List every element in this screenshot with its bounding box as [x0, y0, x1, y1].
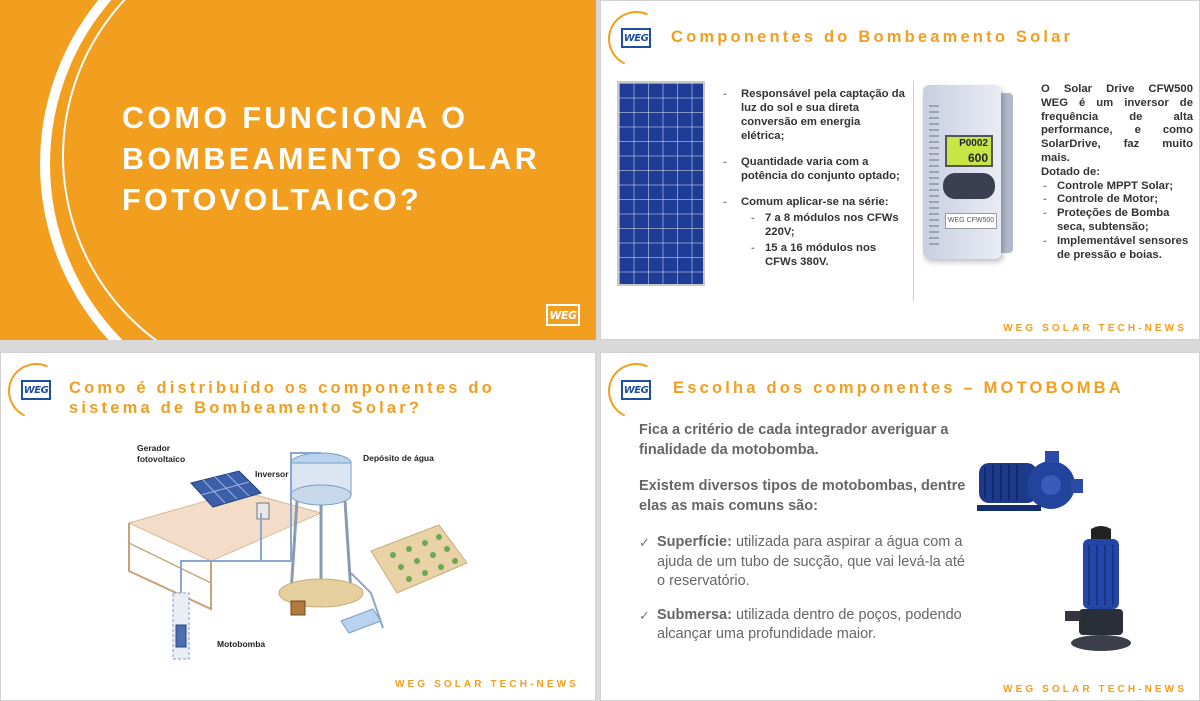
- motobomba-slide: [600, 352, 1200, 701]
- inverter-image: [923, 85, 1001, 259]
- weg-logo: WEG: [21, 380, 51, 400]
- motobomba-icon: [176, 625, 186, 647]
- cover-slide: [0, 0, 596, 340]
- label-motobomba: Motobomba: [217, 639, 266, 649]
- inverter-display-value: 600: [967, 151, 988, 165]
- slide-footer: WEG SOLAR TECH-NEWS: [1003, 684, 1187, 695]
- submersa-item: [639, 606, 969, 645]
- slide-title: Escolha dos componentes – MOTOBOMBA: [673, 379, 1124, 397]
- label-inversor: Inversor: [255, 469, 289, 479]
- inverter-display: [945, 135, 993, 167]
- cfw-line: O Solar Drive CFW500: [1041, 83, 1193, 95]
- inverter-box: [257, 503, 269, 519]
- inverter-brand: WEG: [947, 217, 965, 224]
- panel-sub-bullet: - 7 a 8 módulos nos CFWs 220V;: [741, 211, 905, 239]
- label-gerador: [137, 443, 185, 465]
- panel-bullet: - Quantidade varia com a potência do conjunto optado;: [723, 155, 905, 183]
- slide-title-line-1: Como é distribuído os componentes do: [69, 379, 495, 397]
- surface-pump-image: [973, 445, 1085, 521]
- submersa-text: utilizada dentro de poços, podendo alcançar uma profundidade maior.: [657, 606, 962, 642]
- superficie-text: utilizada para aspirar a água com a ajuda de um tubo de sucção, que vai levá-la até o reservatório.: [657, 534, 965, 589]
- slide-footer: WEG SOLAR TECH-NEWS: [1003, 323, 1187, 334]
- system-diagram-illustration: [121, 443, 471, 663]
- panel-bullet: [723, 195, 905, 269]
- cfw-line: performance, e como: [1041, 124, 1193, 137]
- panel-bullets: [723, 87, 905, 269]
- superficie-label: Superfície:: [657, 534, 732, 550]
- inverter-keypad: [943, 173, 995, 199]
- cover-title-line-1: COMO FUNCIONA O: [122, 101, 469, 135]
- cfw-line: WEG é um inversor de: [1041, 96, 1193, 109]
- cfw500-description: [1041, 83, 1193, 262]
- submersa-label: Submersa:: [657, 606, 732, 623]
- trough: [341, 609, 381, 633]
- label-deposito: Depósito de água: [363, 453, 434, 463]
- inverter-display-top: P0002: [959, 138, 988, 149]
- slide-title: Componentes do Bombeamento Solar: [671, 28, 1074, 46]
- inverter-side: [1001, 93, 1013, 253]
- cover-title-line-3: FOTOVOLTAICO?: [122, 183, 423, 217]
- motobomba-text: [639, 421, 969, 659]
- panel-bullet-text: Comum aplicar-se na série:: [741, 196, 889, 208]
- submersible-pump-handle: [1091, 526, 1111, 539]
- cfw-feature: - Controle de Motor;: [1041, 193, 1193, 207]
- cfw-line: SolarDrive, faz muito: [1041, 138, 1193, 151]
- weg-logo: WEG: [546, 304, 580, 326]
- cfw-heading: Dotado de:: [1041, 165, 1100, 178]
- cover-title: [122, 98, 540, 221]
- cfw-feature-list: [1041, 180, 1193, 263]
- inverter-model: CFW500: [966, 217, 995, 224]
- componentes-slide: [600, 0, 1200, 340]
- panel-bullet: - Responsável pela captação da luz do sol e sua direta conversão em energia elétrica;: [723, 87, 905, 143]
- label-gerador-line-1: Gerador: [137, 443, 171, 453]
- slide-title-line-2: sistema de Bombeamento Solar?: [69, 399, 423, 417]
- intro-paragraph-2: Existem diversos tipos de motobombas, dentre elas as mais comuns são:: [639, 478, 966, 514]
- divider-line: [913, 81, 914, 301]
- system-diagram: [121, 443, 471, 663]
- slide-footer: WEG SOLAR TECH-NEWS: [395, 679, 579, 690]
- cfw-line: mais.: [1041, 151, 1070, 164]
- cfw-feature: - Controle MPPT Solar;: [1041, 180, 1193, 194]
- small-tank: [291, 601, 305, 615]
- distribuicao-slide: [0, 352, 596, 701]
- inverter-grill: [929, 105, 939, 245]
- slide-title: [69, 378, 495, 418]
- cfw-feature: - Proteções de Bomba seca, subtensão;: [1041, 207, 1193, 235]
- cfw-line: frequência de alta: [1041, 110, 1193, 123]
- weg-logo: WEG: [621, 28, 651, 48]
- cfw-feature: - Implementável sensores de pressão e boias.: [1041, 235, 1193, 263]
- solar-panel-image: [617, 81, 705, 286]
- weg-logo: WEG: [621, 380, 651, 400]
- submersible-pump-image: [1061, 525, 1141, 655]
- panel-sub-bullet: - 15 a 16 módulos nos CFWs 380V.: [741, 241, 905, 269]
- superficie-item: [639, 533, 969, 592]
- inverter-model-label: [945, 213, 997, 229]
- label-gerador-line-2: fotovoltaico: [137, 454, 186, 464]
- cover-title-line-2: BOMBEAMENTO SOLAR: [122, 142, 541, 176]
- intro-paragraph-1: Fica a critério de cada integrador averiguar a finalidade da motobomba.: [639, 422, 949, 458]
